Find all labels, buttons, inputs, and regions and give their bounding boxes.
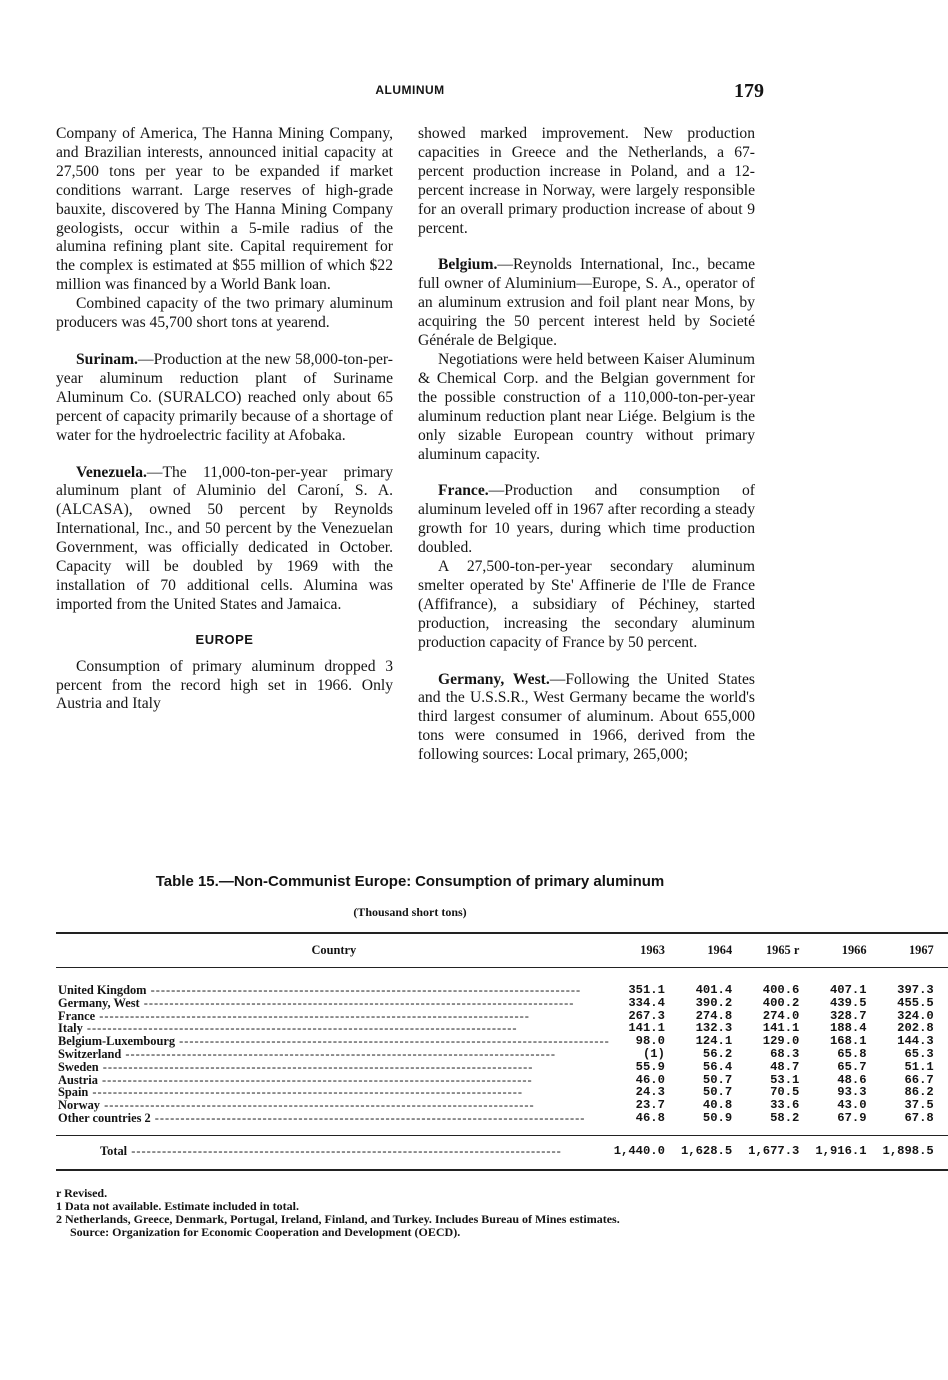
table-cell: 124.1 [695,1034,733,1049]
right-column [418,125,755,765]
table-cell: 65.7 [837,1059,867,1074]
belgium-heading: Belgium. [438,256,498,274]
table-cell [56,1135,612,1170]
table-cell: 129.0 [762,1034,800,1049]
table-header-row [56,933,948,968]
table-cell: 56.2 [702,1046,733,1061]
table-cell: 439.5 [829,995,867,1010]
country-name: Norway ----- [58,1099,610,1112]
table-row [56,1112,948,1135]
table-cell: 65.3 [904,1046,934,1061]
table-cell: 98.0 [635,1034,665,1049]
table-footnotes [56,1187,764,1239]
table-cell: 188.4 [829,1021,867,1036]
table-cell: 390.2 [695,995,733,1010]
table-cell: 132.3 [695,1021,733,1036]
footnote: 2 Netherlands, Greece, Denmark, Portugal, Ireland, Finland, and Turkey. Includes Bureau of Mines estimates. [56,1211,620,1226]
belgium-text: —Reynolds International, Inc., became full owner of Aluminium—Europe, S. A., operator of an aluminum extrusion and foil plant near Mons, by acquiring the 50 percent interest held by Societé Générale de Belgique. [418,256,755,350]
table-cell: 33.6 [770,1098,800,1113]
table-cell [56,997,612,1010]
table-cell: 141.1 [628,1021,665,1036]
country-name: Switzerland ----- [58,1048,610,1061]
table-cell: 351.1 [628,983,665,997]
paragraph: showed marked improvement. New production capacities in Greece and the Netherlands, a 67-percent production increase in Poland, and a 12-percent increase in Norway, were largely responsible for an overall primary production increase of about 9 percent. [418,125,755,237]
table-row [56,968,948,997]
table-cell: 274.8 [695,1008,733,1023]
table-cell: 67.8 [904,1110,934,1125]
france-heading: France. [438,482,489,500]
belgium-paragraph [418,256,755,351]
paragraph: Company of America, The Hanna Mining Company, and Brazilian interests, announced initial capacity at 27,500 tons per year to be expanded if market conditions warrant. Large reserves of high-grade bauxite, discovered by The Hanna Mining Company geologists, occur within a 5-mile radius of the alumina refining plant site. Capital requirement for the complex is estimated at $55 million of which $22 million was financed by a World Bank loan. [56,125,393,294]
column-header: 1967 [881,933,948,968]
country-name: Austria ----- [58,1074,610,1087]
table-title-prefix: Table 15.—Non-Communist Europe: [155,873,412,890]
table-row [56,1061,948,1074]
venezuela-text: —The 11,000-ton-per-year primary aluminum plant of Aluminio del Caroní, S. A. (ALCASA), owned 50 percent by Reynolds International, Inc., and 50 percent by the Venezuelan Government, was officially dedicated in October. Capacity will be doubled by 1969 with the installation of 70 additional cells. Alumina was imported from the United States and Jamaica. [56,463,393,613]
table-cell: 40.8 [702,1098,733,1113]
germany-heading: Germany, West. [438,670,550,688]
table-cell: 455.5 [897,995,934,1010]
column-header: 1965 r [746,933,813,968]
running-head: ALUMINUM [375,83,445,97]
country-name: United Kingdom ----- [58,984,610,997]
table-unit: (Thousand short tons) [353,905,467,919]
table-cell: 86.2 [904,1085,934,1100]
table-cell: 1,677.3 [746,1135,813,1170]
table-cell: 58.2 [770,1110,800,1125]
table-cell: 1,898.5 [881,1135,948,1170]
surinam-heading: Surinam. [76,350,138,368]
venezuela-heading: Venezuela. [76,463,147,481]
table-cell: 401.4 [695,983,733,997]
table-cell: 324.0 [897,1008,934,1023]
table-cell: 56.4 [702,1059,733,1074]
column-header: 1966 [813,933,880,968]
country-name: Belgium-Luxembourg ----- [58,1035,610,1048]
table-cell: 400.2 [762,995,800,1010]
table-cell: 67.9 [837,1110,867,1125]
page-header [56,80,764,102]
table-cell: 46.8 [635,1110,665,1125]
consumption-table-block [56,873,934,1239]
paragraph: Combined capacity of the two primary aluminum producers was 45,700 short tons at yearend. [56,295,393,332]
table-cell: 400.6 [762,983,800,997]
paragraph: A 27,500-ton-per-year secondary aluminum smelter operated by Ste' Affinerie de l'Ile de France (Affifrance), a subsidiary of Péchiney, started production, increasing the secondary aluminum production capacity of France by 50 percent. [418,558,755,651]
table-cell: (1) [642,1046,665,1061]
country-name: Italy ----- [58,1022,610,1035]
table-cell: 65.8 [837,1046,867,1061]
table-row [56,1048,948,1061]
table-cell: 70.5 [770,1085,800,1100]
france-text: —Production and consumption of aluminum leveled off in 1967 after recording a steady growth for 10 years, during which time production doubled. [418,482,755,557]
table-cell: 37.5 [904,1098,934,1113]
table-cell: 24.3 [635,1085,665,1100]
table-row [56,997,948,1010]
table-cell: 53.1 [770,1072,800,1087]
table-cell: 51.1 [904,1059,934,1074]
table-cell: 267.3 [628,1008,665,1023]
table-cell: 48.6 [837,1072,867,1087]
table-cell: 334.4 [628,995,665,1010]
table-cell: 1,628.5 [679,1135,746,1170]
table-cell: 43.0 [837,1098,867,1113]
table-cell [56,1048,612,1061]
venezuela-paragraph [56,464,393,615]
column-header: Country [56,933,612,968]
footnote: r Revised. [56,1185,108,1200]
table-cell: 328.7 [829,1008,867,1023]
table-cell: 46.0 [635,1072,665,1087]
germany-paragraph [418,671,755,766]
europe-heading: EUROPE [195,631,254,647]
paragraph: Negotiations were held between Kaiser Aluminum & Chemical Corp. and the Belgian government for the possible construction of a 110,000-ton-per-year aluminum reduction plant near Liége. Belgium is the only sizable European country without primary aluminum capacity. [418,350,755,463]
table-cell: 93.3 [837,1085,867,1100]
consumption-table [56,932,948,1171]
table-cell: 168.1 [829,1034,867,1049]
table-title [56,873,764,891]
page-number: 179 [734,80,764,102]
table-cell: 23.7 [635,1098,665,1113]
table-cell: 68.3 [770,1046,800,1061]
country-name: Spain ----- [58,1086,610,1099]
table-cell: 55.9 [635,1059,665,1074]
paragraph: Consumption of primary aluminum dropped 3 percent from the record high set in 1966. Only Austria and Italy [56,657,393,713]
column-header: 1964 [679,933,746,968]
germany-text: —Following the United States and the U.S.S.R., West Germany became the world's third largest consumer of aluminum. About 655,000 tons were consumed in 1966, derived from the following sources: Local primary, 265,000; [418,670,755,764]
table-cell [56,1112,612,1135]
surinam-paragraph [56,351,393,446]
country-name: France ----- [58,1010,610,1023]
table-source: Source: Organization for Economic Cooperation and Development (OECD). [70,1224,461,1239]
table-cell: 50.7 [702,1072,733,1087]
country-name: Sweden ----- [58,1061,610,1074]
table-cell: 50.7 [702,1085,733,1100]
footnote: 1 Data not available. Estimate included in total. [56,1198,300,1213]
table-cell: 50.9 [702,1110,733,1125]
column-header: 1963 [612,933,679,968]
table-cell: 1,916.1 [813,1135,880,1170]
left-column [56,125,393,714]
country-name: Other countries 2 ----- [58,1112,610,1125]
table-cell [56,1061,612,1074]
table-cell: 397.3 [897,983,934,997]
table-cell: 202.8 [897,1021,934,1036]
country-name: Germany, West ----- [58,997,610,1010]
table-total-row [56,1135,948,1170]
table-cell: 407.1 [829,983,867,997]
surinam-text: —Production at the new 58,000-ton-per-year aluminum reduction plant of Suriname Aluminum Co. (SURALCO) reached only about 65 percent of capacity primarily because of a shortage of water for the hydroelectric facility at Afobaka. [56,350,393,444]
table-cell: 141.1 [762,1021,800,1036]
total-label: Total ----- [100,1144,610,1159]
table-cell: 144.3 [897,1034,934,1049]
france-paragraph [418,482,755,558]
table-cell: 274.0 [762,1008,800,1023]
table-title-main: Consumption of primary aluminum [415,873,665,890]
table-cell: 66.7 [904,1072,934,1087]
table-cell: 48.7 [770,1059,800,1074]
table-body [56,968,948,1136]
table-cell [56,968,612,997]
table-cell: 1,440.0 [612,1135,679,1170]
